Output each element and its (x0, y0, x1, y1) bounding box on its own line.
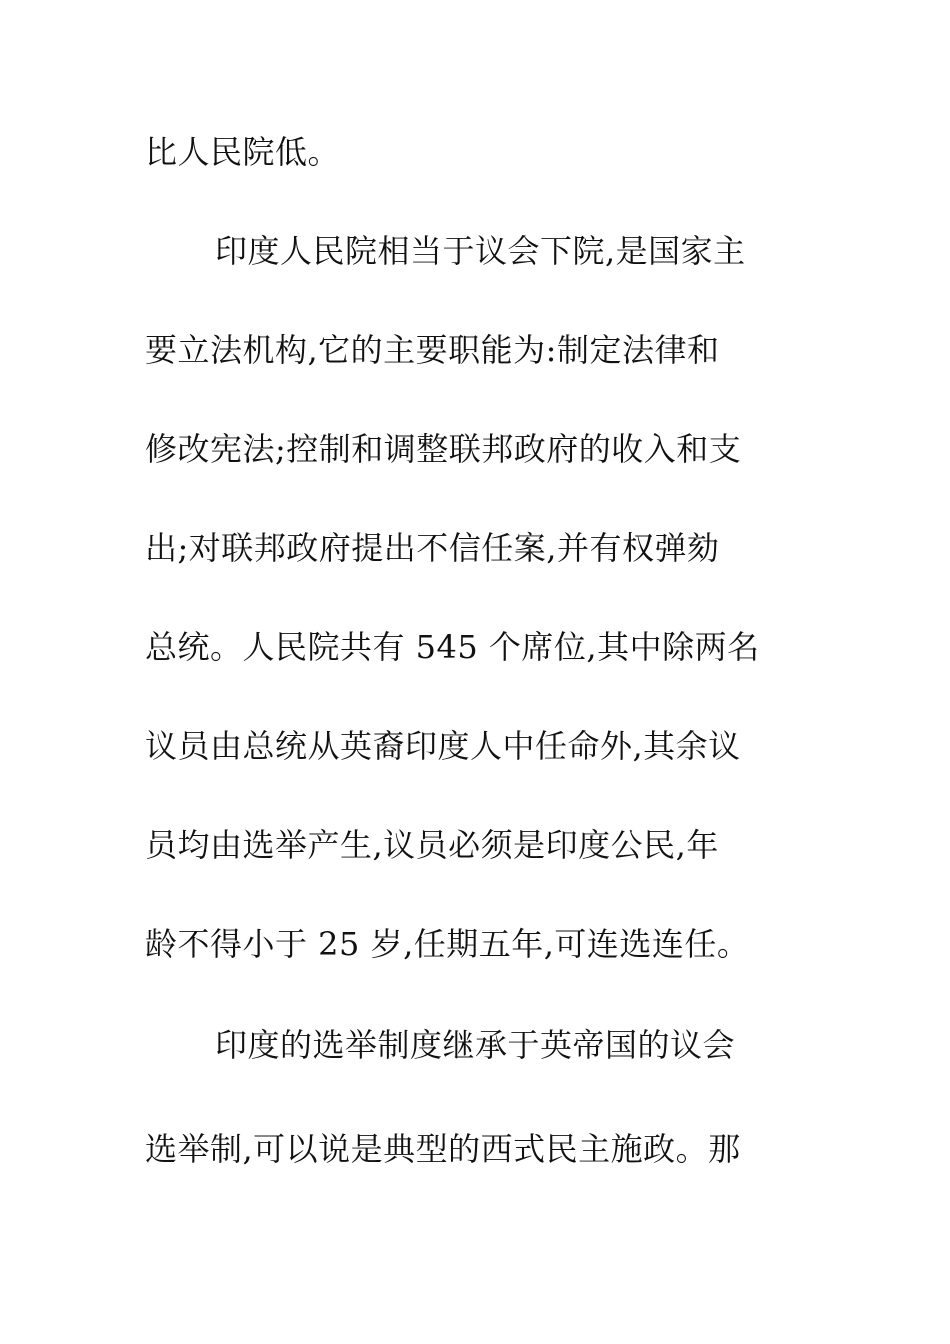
text-line-5: 出;对联邦政府提出不信任案,并有权弹劾 (145, 529, 720, 567)
text-line-1: 比人民院低。 (145, 133, 341, 171)
text-line-4: 修改宪法;控制和调整联邦政府的收入和支 (145, 430, 742, 468)
text-line-2: 印度人民院相当于议会下院,是国家主 (215, 232, 746, 270)
text-line-11: 选举制,可以说是典型的西式民主施政。那 (145, 1130, 741, 1168)
text-line-8: 员均由选举产生,议员必须是印度公民,年 (145, 826, 719, 864)
text-line-9: 龄不得小于 25 岁,任期五年,可连选连任。 (145, 925, 750, 963)
text-line-3: 要立法机构,它的主要职能为:制定法律和 (145, 331, 720, 369)
text-line-6: 总统。人民院共有 545 个席位,其中除两名 (145, 628, 760, 666)
text-line-10: 印度的选举制度继承于英帝国的议会 (215, 1026, 736, 1064)
text-line-7: 议员由总统从英裔印度人中任命外,其余议 (145, 727, 741, 765)
